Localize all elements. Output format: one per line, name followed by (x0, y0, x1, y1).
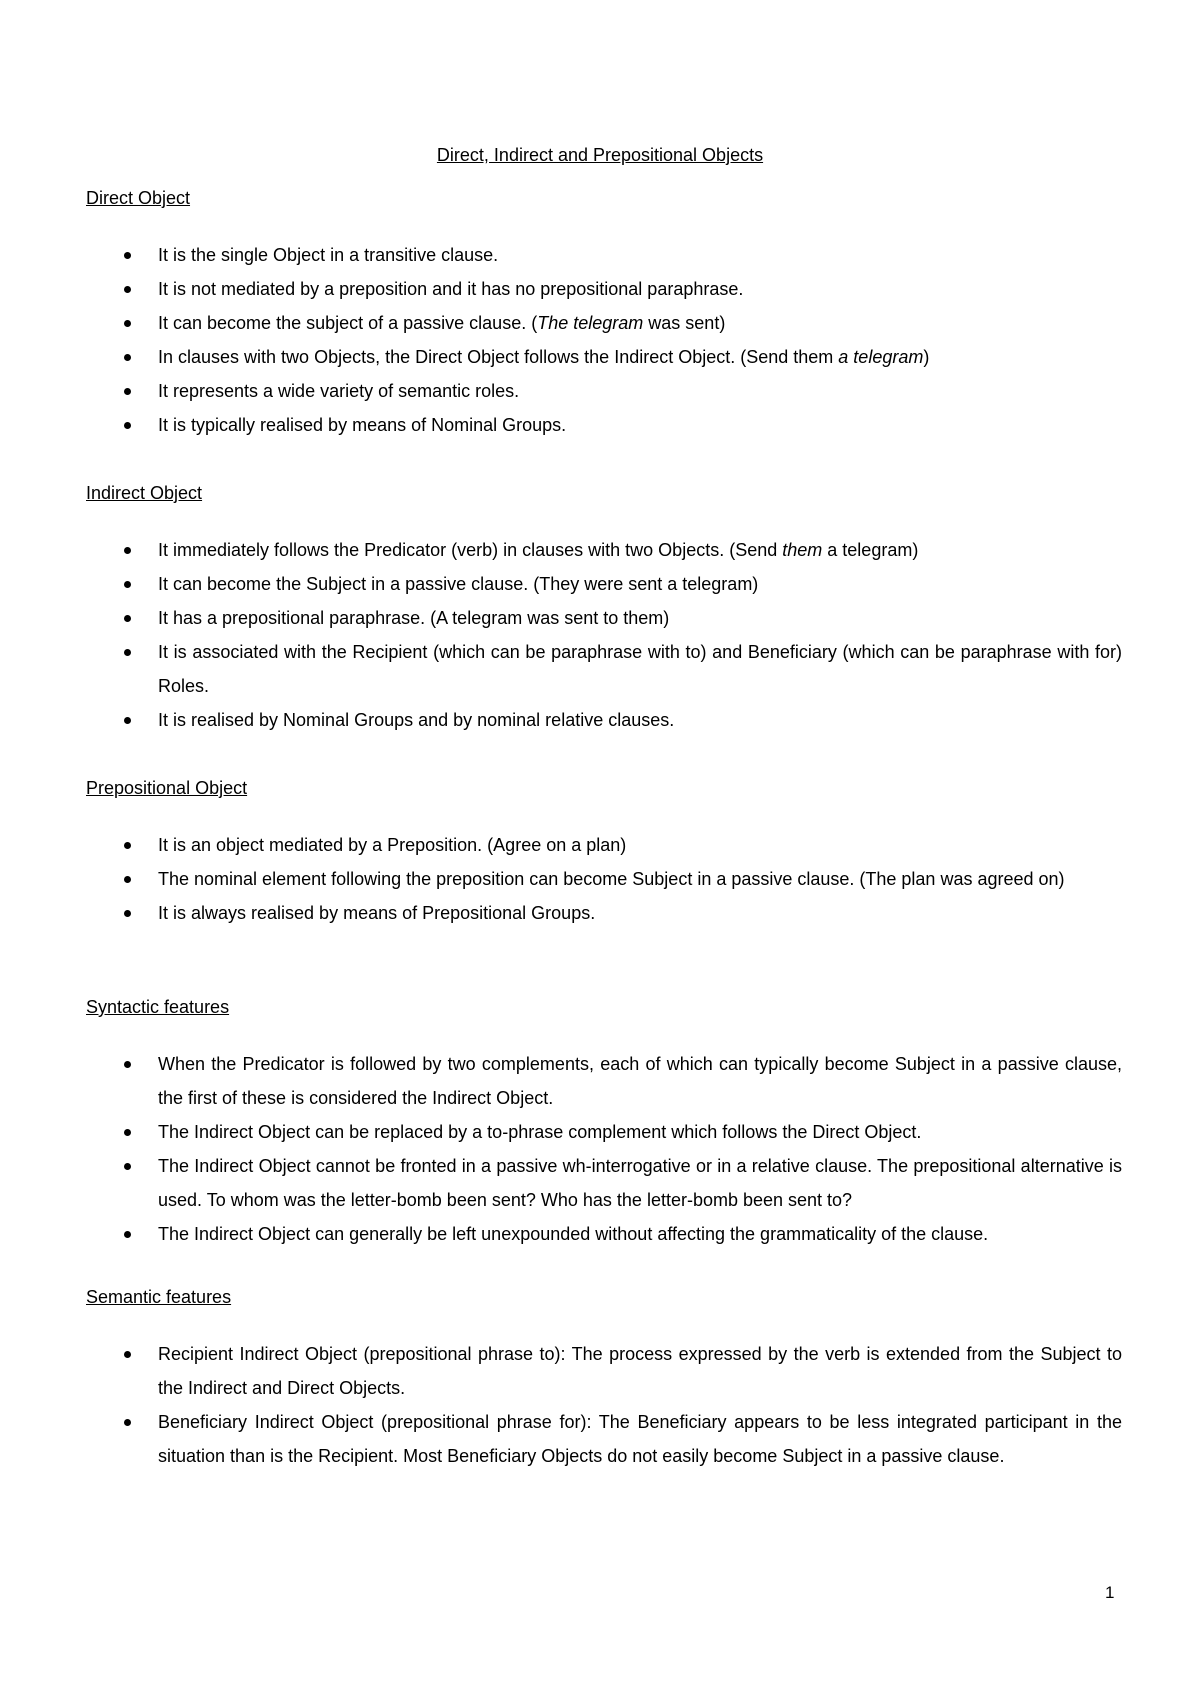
bullet-icon (124, 1419, 131, 1426)
bullet-icon (124, 1129, 131, 1136)
section-heading: Prepositional Object (86, 778, 248, 798)
list-item: Beneficiary Indirect Object (prepositional phrase for): The Beneficiary appears to be less integrated participant in the situation than is the Recipient. Most Beneficiary Objects do not easily become Subject in a passive clause. (86, 1405, 1122, 1473)
document-title: Direct, Indirect and Prepositional Objects (436, 145, 764, 165)
list-item: The Indirect Object can generally be left unexpounded without affecting the grammaticality of the clause. (86, 1217, 1122, 1251)
list-item: The Indirect Object can be replaced by a to-phrase complement which follows the Direct Object. (86, 1115, 1122, 1149)
list-item: It has a prepositional paraphrase. (A telegram was sent to them) (86, 601, 1122, 635)
section-prepositional-object (86, 777, 1122, 930)
list-item: It is associated with the Recipient (which can be paraphrase with to) and Beneficiary (which can be paraphrase with for) Roles. (86, 635, 1122, 703)
bullet-icon (124, 1231, 131, 1238)
section-heading: Syntactic features (86, 997, 230, 1017)
list-item: It can become the Subject in a passive clause. (They were sent a telegram) (86, 567, 1122, 601)
bullet-icon (124, 286, 131, 293)
bullet-icon (124, 615, 131, 622)
italic-example: a telegram (838, 347, 924, 367)
bullet-icon (124, 1061, 131, 1068)
list-item: It represents a wide variety of semantic roles. (86, 374, 1122, 408)
bullet-list (86, 1047, 1122, 1251)
bullet-list (86, 1337, 1122, 1473)
bullet-icon (124, 422, 131, 429)
bullet-list (86, 533, 1122, 737)
bullet-icon (124, 1163, 131, 1170)
bullet-icon (124, 252, 131, 259)
page-number: 1 (1105, 1583, 1115, 1602)
bullet-icon (124, 842, 131, 849)
list-item: Recipient Indirect Object (prepositional phrase to): The process expressed by the verb is extended from the Subject to the Indirect and Direct Objects. (86, 1337, 1122, 1405)
list-item: The nominal element following the preposition can become Subject in a passive clause. (The plan was agreed on) (86, 862, 1122, 896)
bullet-icon (124, 320, 131, 327)
bullet-icon (124, 1351, 131, 1358)
italic-example: The telegram (537, 313, 644, 333)
bullet-icon (124, 354, 131, 361)
bullet-icon (124, 876, 131, 883)
list-item: It is not mediated by a preposition and it has no prepositional paraphrase. (86, 272, 1122, 306)
section-heading: Direct Object (86, 188, 191, 208)
list-item: When the Predicator is followed by two complements, each of which can typically become Subject in a passive clause, the first of these is considered the Indirect Object. (86, 1047, 1122, 1115)
list-item: It is an object mediated by a Preposition. (Agree on a plan) (86, 828, 1122, 862)
list-item: It is typically realised by means of Nominal Groups. (86, 408, 1122, 442)
bullet-icon (124, 649, 131, 656)
section-indirect-object (86, 482, 1122, 737)
bullet-icon (124, 717, 131, 724)
section-semantic-features (86, 1286, 1122, 1473)
list-item: In clauses with two Objects, the Direct Object follows the Indirect Object. (Send them a telegram) (86, 340, 1122, 374)
section-direct-object (86, 187, 1122, 442)
bullet-list (86, 238, 1122, 442)
section-heading: Indirect Object (86, 483, 203, 503)
bullet-icon (124, 388, 131, 395)
bullet-icon (124, 547, 131, 554)
bullet-icon (124, 581, 131, 588)
italic-example: them (782, 540, 823, 560)
list-item: It is realised by Nominal Groups and by nominal relative clauses. (86, 703, 1122, 737)
list-item: The Indirect Object cannot be fronted in a passive wh-interrogative or in a relative clause. The prepositional alternative is used. To whom was the letter-bomb been sent? Who has the letter-bomb been sent to? (86, 1149, 1122, 1217)
list-item: It is the single Object in a transitive clause. (86, 238, 1122, 272)
list-item: It immediately follows the Predicator (verb) in clauses with two Objects. (Send them a telegram) (86, 533, 1122, 567)
section-syntactic-features (86, 996, 1122, 1251)
bullet-list (86, 828, 1122, 930)
list-item: It can become the subject of a passive clause. (The telegram was sent) (86, 306, 1122, 340)
list-item: It is always realised by means of Prepositional Groups. (86, 896, 1122, 930)
bullet-icon (124, 910, 131, 917)
section-heading: Semantic features (86, 1287, 232, 1307)
